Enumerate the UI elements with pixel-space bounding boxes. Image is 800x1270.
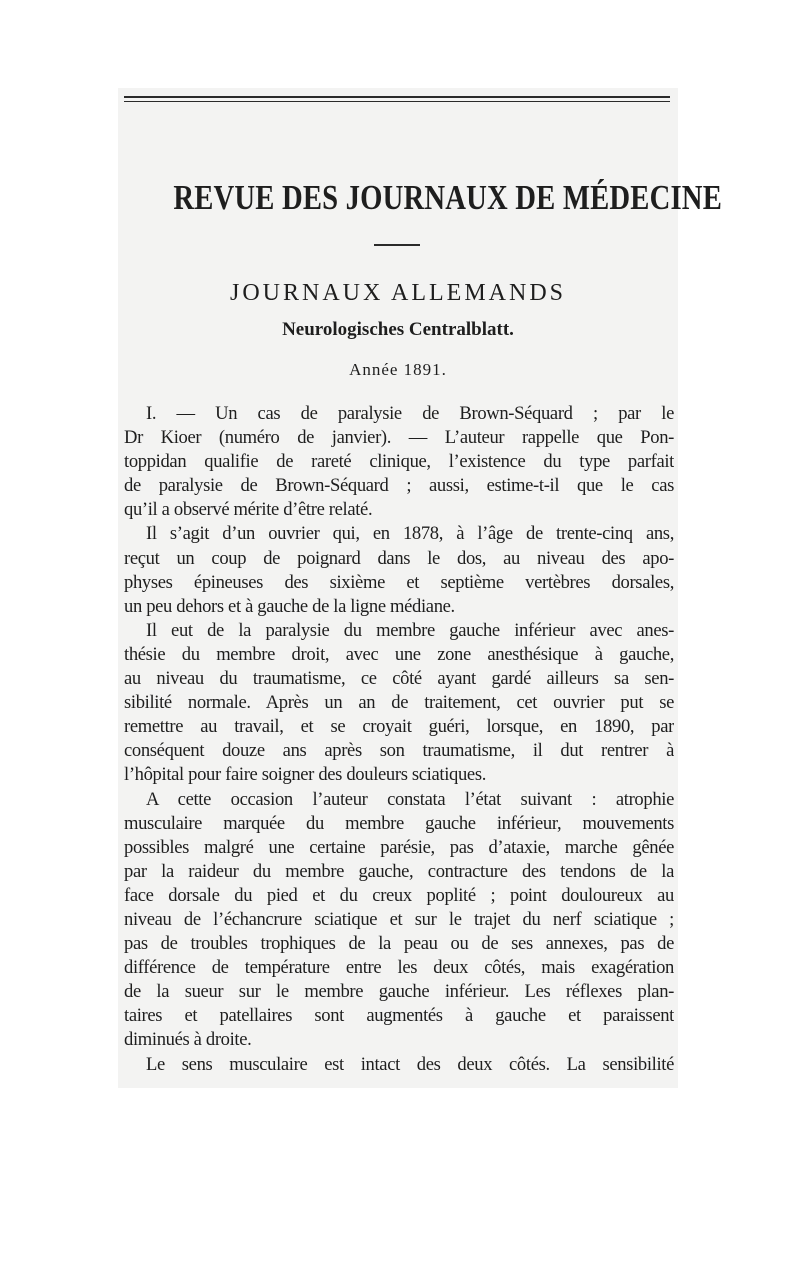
text-line: Il s’agit d’un ouvrier qui, en 1878, à l’âge de trente-cinq ans, — [146, 523, 674, 545]
top-rule-thin — [124, 101, 670, 102]
text-line: reçut un coup de poignard dans le dos, au niveau des apo- — [124, 547, 674, 569]
text-line: par la raideur du membre gauche, contracture des tendons de la — [124, 860, 674, 882]
text-line: physes épineuses des sixième et septième vertèbres dorsales, — [124, 571, 674, 593]
text-line: remettre au travail, et se croyait guéri, lorsque, en 1890, par — [124, 716, 674, 738]
page-title: REVUE DES JOURNAUX DE MÉDECINE — [173, 178, 723, 217]
title-divider — [374, 244, 420, 246]
text-line: toppidan qualifie de rareté clinique, l’existence du type parfait — [124, 451, 674, 473]
top-rule-thick — [124, 96, 670, 98]
text-line: de la sueur sur le membre gauche inférieur. Les réflexes plan- — [124, 981, 674, 1003]
text-line: Dr Kioer (numéro de janvier). — L’auteur rappelle que Pon- — [124, 427, 674, 449]
text-line: au niveau du traumatisme, ce côté ayant gardé ailleurs sa sen- — [124, 668, 674, 690]
text-line: I. — Un cas de paralysie de Brown-Séquard ; par le — [146, 403, 674, 424]
text-line: musculaire marquée du membre gauche inférieur, mouvements — [124, 812, 674, 834]
text-line: possibles malgré une certaine parésie, pas d’ataxie, marche gênée — [124, 836, 674, 858]
text-line: face dorsale du pied et du creux poplité ; point douloureux au — [124, 884, 674, 906]
text-line: taires et patellaires sont augmentés à gauche et paraissent — [124, 1005, 674, 1027]
text-line: thésie du membre droit, avec une zone anesthésique à gauche, — [124, 643, 674, 665]
text-line: de paralysie de Brown-Séquard ; aussi, estime-t-il que le cas — [124, 475, 674, 497]
text-line: différence de température entre les deux côtés, mais exagération — [124, 957, 674, 979]
text-line: Le sens musculaire est intact des deux côtés. La sensibilité — [146, 1053, 674, 1075]
text-line: sibilité normale. Après un an de traitement, cet ouvrier put se — [124, 692, 674, 714]
text-line: conséquent douze ans après son traumatisme, il dut rentrer à — [124, 740, 674, 762]
section-heading: JOURNAUX ALLEMANDS — [229, 280, 566, 306]
text-line: un peu dehors et à gauche de la ligne médiane. — [124, 595, 455, 617]
text-line: qu’il a observé mérite d’être relaté. — [124, 499, 373, 521]
text-line: l’hôpital pour faire soigner des douleurs sciatiques. — [124, 764, 487, 786]
article-body — [124, 402, 674, 1077]
text-line: A cette occasion l’auteur constata l’état suivant : atrophie — [146, 788, 674, 810]
text-line: diminués à droite. — [124, 1029, 252, 1051]
text-line: niveau de l’échancrure sciatique et sur le trajet du nerf sciatique ; — [124, 908, 674, 930]
year-heading: Année 1891. — [349, 360, 447, 379]
journal-name: Neurologisches Centralblatt. — [282, 319, 514, 340]
text-line: Il eut de la paralysie du membre gauche inférieur avec anes- — [146, 619, 674, 641]
text-line: pas de troubles trophiques de la peau ou de ses annexes, pas de — [124, 933, 674, 955]
